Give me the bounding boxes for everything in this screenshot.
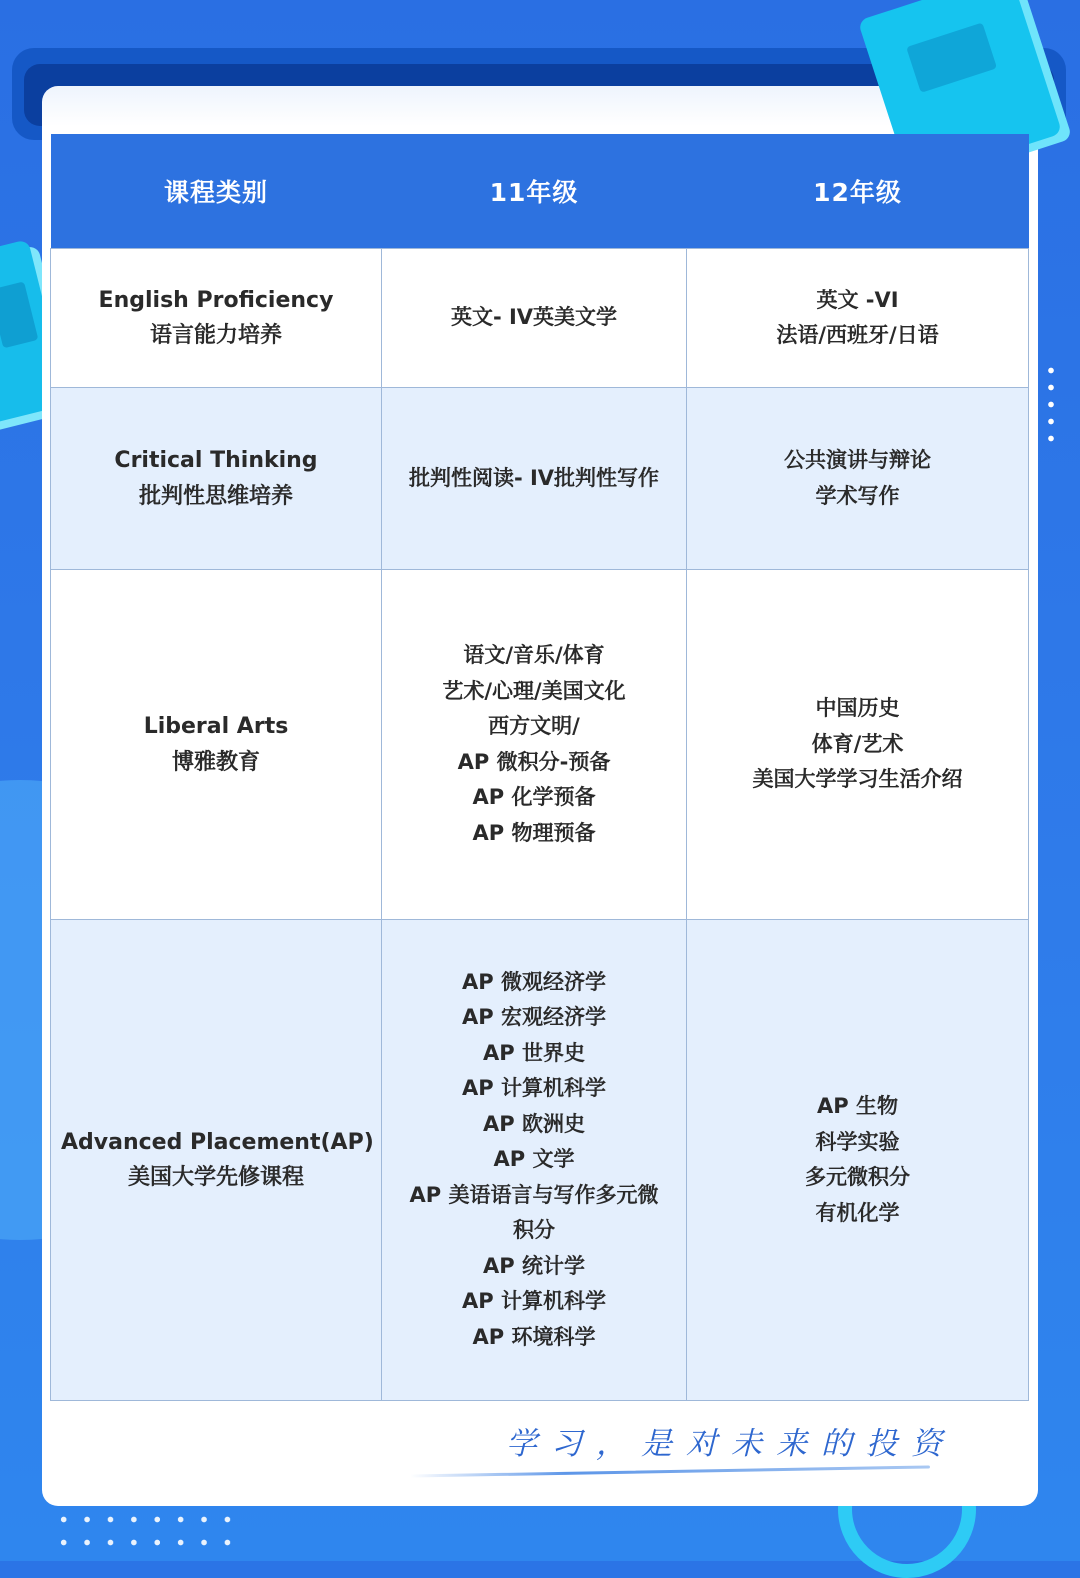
course-item: 有机化学 [815, 1200, 900, 1225]
course-item: 英文 -VI [816, 287, 899, 312]
course-item: 语文/音乐/体育 [463, 643, 605, 667]
course-item: AP 宏观经济学 [462, 1005, 606, 1030]
course-item: AP 微观经济学 [462, 969, 606, 994]
course-item: 批判性阅读- IV批判性写作 [408, 465, 660, 490]
table-header-row [51, 134, 1029, 249]
course-item: AP 生物 [817, 1094, 898, 1118]
grade11-cell [382, 249, 687, 388]
course-item: AP 物理预备 [472, 820, 596, 845]
category-chinese: 语言能力培养 [149, 323, 282, 348]
course-item: AP 计算机科学 [462, 1076, 606, 1101]
course-item: 艺术/心理/美国文化 [442, 678, 626, 703]
table-row [51, 388, 1029, 570]
grade12-cell [687, 249, 1029, 388]
category-cell [51, 249, 382, 388]
course-item: AP 计算机科学 [462, 1289, 606, 1314]
course-item: AP 环境科学 [472, 1324, 596, 1349]
grade11-cell [382, 570, 687, 920]
category-english: Critical Thinking [114, 448, 318, 473]
header-grade-11: 11年级 [382, 134, 687, 249]
course-item: 法语/西班牙/日语 [776, 323, 939, 347]
category-chinese: 美国大学先修课程 [127, 1165, 304, 1190]
category-chinese: 批判性思维培养 [138, 483, 293, 509]
category-english: English Proficiency [98, 287, 334, 313]
table-row [51, 920, 1029, 1401]
course-item: 西方文明/ [488, 714, 580, 738]
header-grade-12: 12年级 [687, 134, 1029, 249]
course-item: AP 世界史 [483, 1040, 585, 1065]
category-english: Advanced Placement(AP) [61, 1129, 374, 1155]
table-row [51, 249, 1029, 388]
course-item: 科学实验 [815, 1129, 900, 1154]
header-category: 课程类别 [51, 134, 382, 249]
course-item: AP 微积分-预备 [457, 749, 611, 774]
grade12-cell [687, 570, 1029, 920]
course-item: 积分 [513, 1218, 555, 1243]
course-item: AP 文学 [493, 1147, 575, 1172]
course-item: AP 欧洲史 [483, 1111, 585, 1136]
course-item: AP 统计学 [483, 1253, 585, 1278]
slogan-text: 学习，是对未来的投资 [506, 1426, 956, 1462]
grade12-cell [687, 920, 1029, 1401]
course-item: 英文- IV英美文学 [450, 305, 618, 330]
category-chinese: 博雅教育 [171, 749, 260, 775]
course-item: 体育/艺术 [811, 731, 904, 756]
table-row [51, 570, 1029, 920]
course-item: 多元微积分 [805, 1165, 910, 1189]
course-item: 中国历史 [815, 696, 900, 721]
grade11-cell [382, 388, 687, 570]
category-cell [51, 920, 382, 1401]
category-cell [51, 570, 382, 920]
decorative-dots-bottom [52, 1462, 238, 1548]
category-cell [51, 388, 382, 570]
grade11-cell [382, 920, 687, 1401]
decorative-dots-right [1044, 362, 1058, 442]
category-english: Liberal Arts [143, 714, 289, 739]
course-table [50, 134, 1029, 1401]
course-item: 美国大学学习生活介绍 [752, 767, 963, 792]
course-item: 学术写作 [815, 483, 900, 508]
course-item: AP 化学预备 [472, 785, 596, 809]
grade12-cell [687, 388, 1029, 570]
course-item: 公共演讲与辩论 [784, 448, 931, 472]
course-item: AP 美语语言与写作多元微 [409, 1182, 659, 1207]
